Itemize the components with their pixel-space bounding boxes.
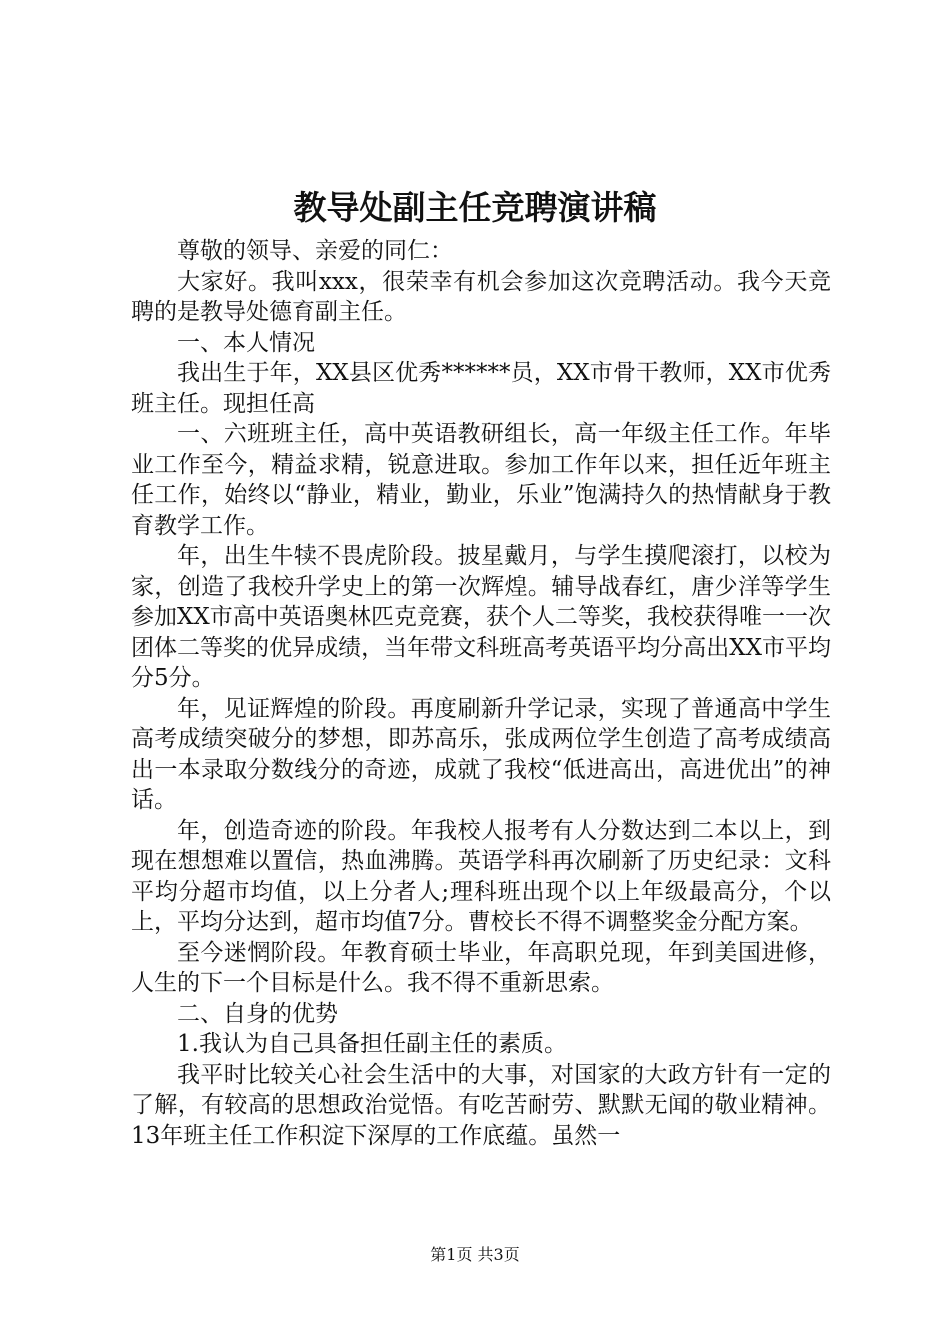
document-body	[131, 236, 831, 1151]
paragraph-salutation: 尊敬的领导、亲爱的同仁：	[177, 238, 453, 264]
paragraph-greeting: 大家好。我叫xxx，很荣幸有机会参加这次竞聘活动。我今天竞聘的是教导处德育副主任。	[131, 268, 831, 325]
document-title: 教导处副主任竞聘演讲稿	[293, 188, 657, 227]
paragraph-birth: 我出生于年，XX县区优秀******员，XX市骨干教师，XX市优秀班主任。现担任高	[131, 360, 831, 417]
paragraph-position: 一、六班班主任，高中英语教研组长，高一年级主任工作。年毕业工作至今，精益求精，锐意进取。参加工作年以来，担任近年班主任工作，始终以“静业，精业，勤业，乐业”饱满持久的热情献身于教育教学工作。	[131, 421, 831, 539]
page-footer: 第1页 共3页	[430, 1245, 520, 1264]
paragraph-stage-one: 年，出生牛犊不畏虎阶段。披星戴月，与学生摸爬滚打，以校为家，创造了我校升学史上的第一次辉煌。辅导战春红，唐少洋等学生参加XX市高中英语奥林匹克竞赛，获个人二等奖，我校获得唯一一次团体二等奖的优异成绩，当年带文科班高考英语平均分高出XX市平均分5分。	[131, 543, 831, 691]
section-heading-personal-info: 一、本人情况	[177, 329, 315, 356]
paragraph-strength-one: 1.我认为自己具备担任副主任的素质。	[177, 1031, 567, 1057]
section-heading-strengths: 二、自身的优势	[177, 1000, 338, 1027]
paragraph-stage-three: 年，创造奇迹的阶段。年我校人报考有人分数达到二本以上，到现在想想难以置信，热血沸腾。英语学科再次刷新了历史纪录：文科平均分超市均值，以上分者人;理科班出现个以上年级最高分，个以上，平均分达到，超市均值7分。曹校长不得不调整奖金分配方案。	[131, 817, 831, 935]
paragraph-stage-four: 至今迷惘阶段。年教育硕士毕业，年高职兑现，年到美国进修，人生的下一个目标是什么。我不得不重新思索。	[131, 939, 831, 996]
paragraph-strength-detail: 我平时比较关心社会生活中的大事，对国家的大政方针有一定的了解，有较高的思想政治觉悟。有吃苦耐劳、默默无闻的敬业精神。13年班主任工作积淀下深厚的工作底蕴。虽然一	[131, 1061, 831, 1149]
paragraph-stage-two: 年，见证辉煌的阶段。再度刷新升学记录，实现了普通高中学生高考成绩突破分的梦想，即苏高乐，张成两位学生创造了高考成绩高出一本录取分数线分的奇迹，成就了我校“低进高出，高进优出”的神话。	[131, 695, 831, 813]
